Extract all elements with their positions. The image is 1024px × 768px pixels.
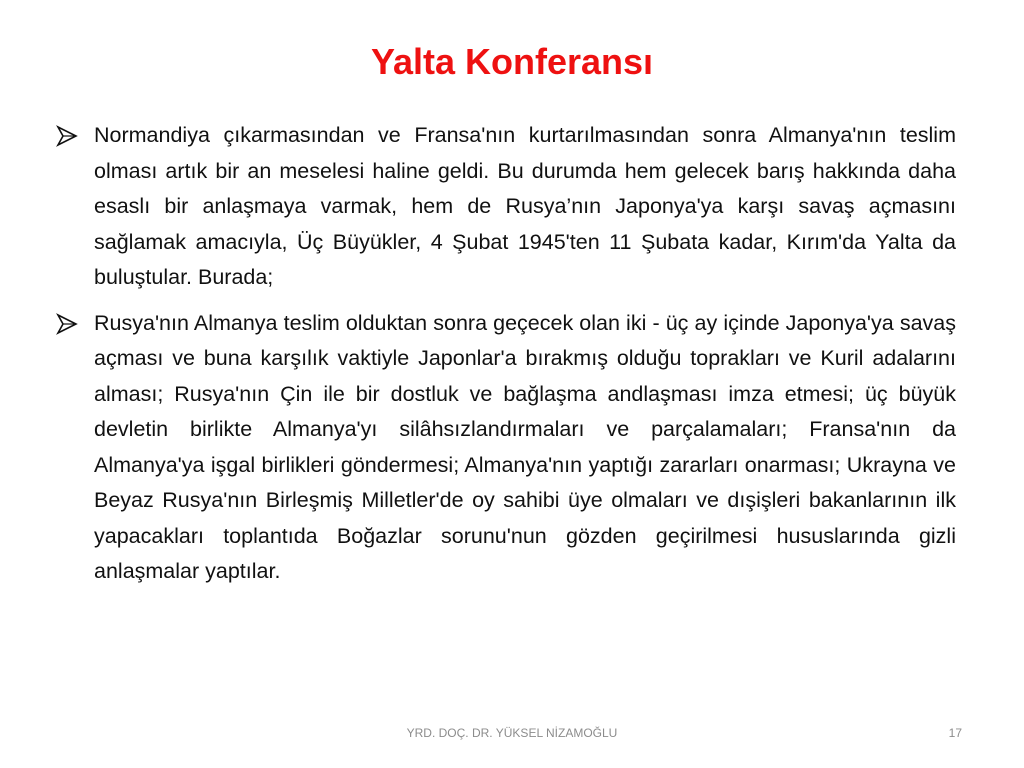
footer-author: YRD. DOÇ. DR. YÜKSEL NİZAMOĞLU xyxy=(406,726,618,740)
slide-title: Yalta Konferansı xyxy=(370,41,654,82)
bullet-text: Rusya'nın Almanya teslim olduktan sonra geçecek olan iki - üç ay içinde Japonya'ya savaş açması ve buna karşılık vaktiyle Japonlar'a bırakmış olduğu toprakları ve Kuril adalarını alması; Rusya'nın Çin ile bir dostluk ve bağlaşma andlaşması imza etmesi; üç büyük devletin birlikte Almanya'yı silâhsızlandırmaları ve parçalamaları; Fransa'nın da Almanya'ya işgal birlikleri göndermesi; Almanya'nın yaptığı zararları onarması; Ukrayna ve Beyaz Rusya'nın Birleşmiş Milletler'de oy sahibi üye olmaları ve dışişleri bakanlarının ilk yapacakları toplantıda Boğazlar sorunu'nun gözden geçirilmesi hususlarında gizli anlaşmalar yaptılar. xyxy=(94,310,956,583)
bullet-item xyxy=(52,306,956,590)
arrow-bullet-icon xyxy=(56,125,78,147)
arrow-bullet-icon xyxy=(56,313,78,335)
bullet-item xyxy=(52,118,956,296)
bullet-text: Normandiya çıkarmasından ve Fransa'nın kurtarılmasından sonra Almanya'nın teslim olması artık bir an meselesi haline geldi. Bu durumda hem gelecek barış hakkında daha esaslı bir anlaşmaya varmak, hem de Rusya’nın Japonya'ya karşı savaş açmasını sağlamak amacıyla, Üç Büyükler, 4 Şubat 1945'ten 11 Şubata kadar, Kırım'da Yalta da buluştular. Burada; xyxy=(94,123,956,289)
bullet-list xyxy=(52,118,956,600)
page-number: 17 xyxy=(948,726,962,740)
